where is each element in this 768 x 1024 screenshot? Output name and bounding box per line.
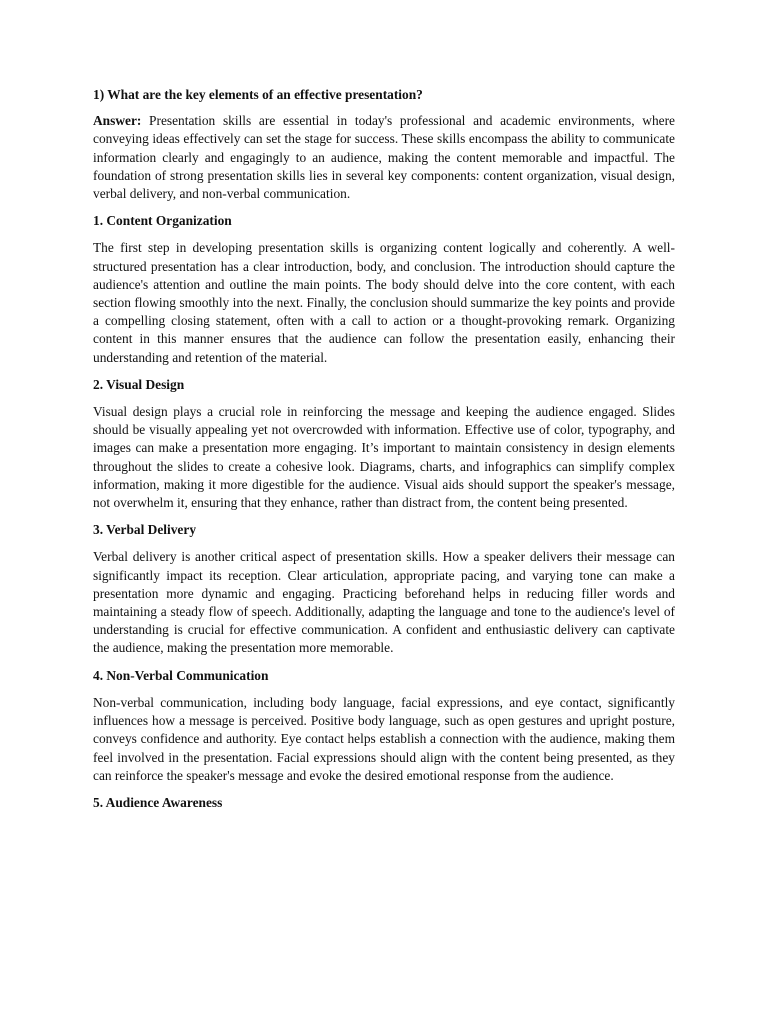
section-heading-non-verbal-communication: 4. Non-Verbal Communication	[93, 667, 269, 683]
section-heading-visual-design: 2. Visual Design	[93, 376, 185, 392]
section-heading-audience-awareness: 5. Audience Awareness	[93, 794, 223, 810]
section-heading-content-organization: 1. Content Organization	[93, 213, 232, 229]
section-body-visual-design: Visual design plays a crucial role in reinforcing the message and keeping the audience engaged. Slides should be visually appealing yet not overcrowded with information. Effective use of color, typography, and images can make a presentation more engaging. It’s important to maintain consistency in design elements throughout the slides to create a cohesive look. Diagrams, charts, and infographics can simplify complex information, making it more digestible for the audience. Visual aids should support the speaker's message, not overwhelm it, ensuring that they enhance, rather than distract from, the content being presented.	[93, 404, 675, 511]
document-page	[93, 86, 675, 821]
question-heading: 1) What are the key elements of an effective presentation?	[93, 87, 423, 102]
section-body-verbal-delivery: Verbal delivery is another critical aspect of presentation skills. How a speaker delivers their message can significantly impact its reception. Clear articulation, appropriate pacing, and varying tone can make a presentation more dynamic and engaging. Practicing beforehand helps in reducing filler words and maintaining a steady flow of speech. Additionally, adapting the language and tone to the audience's level of understanding is crucial for effective communication. A confident and enthusiastic delivery can captivate the audience, making the presentation more memorable.	[93, 549, 675, 656]
section-body-content-organization: The first step in developing presentation skills is organizing content logically and coherently. A well-structured presentation has a clear introduction, body, and conclusion. The introduction should capture the audience's attention and outline the main points. The body should delve into the core content, with each section flowing smoothly into the next. Finally, the conclusion should summarize the key points and provide a compelling closing statement, often with a call to action or a thought-provoking remark. Organizing content in this manner ensures that the audience can follow the presentation easily, enhancing their understanding and retention of the material.	[93, 240, 675, 365]
answer-text: Presentation skills are essential in today's professional and academic environments, where conveying ideas effectively can set the stage for success. These skills encompass the ability to communicate information clearly and engagingly to an audience, making the content memorable and impactful. The foundation of strong presentation skills lies in several key components: content organization, visual design, verbal delivery, and non-verbal communication.	[93, 113, 675, 202]
answer-label: Answer:	[93, 113, 142, 129]
section-body-non-verbal-communication: Non-verbal communication, including body language, facial expressions, and eye contact, significantly influences how a message is perceived. Positive body language, such as open gestures and upright posture, conveys confidence and authority. Eye contact helps establish a connection with the audience, making them feel involved in the presentation. Facial expressions should align with the content being presented, as they can reinforce the speaker's message and evoke the desired emotional response from the audience.	[93, 694, 675, 783]
answer-paragraph	[93, 112, 675, 203]
section-heading-verbal-delivery: 3. Verbal Delivery	[93, 522, 197, 538]
